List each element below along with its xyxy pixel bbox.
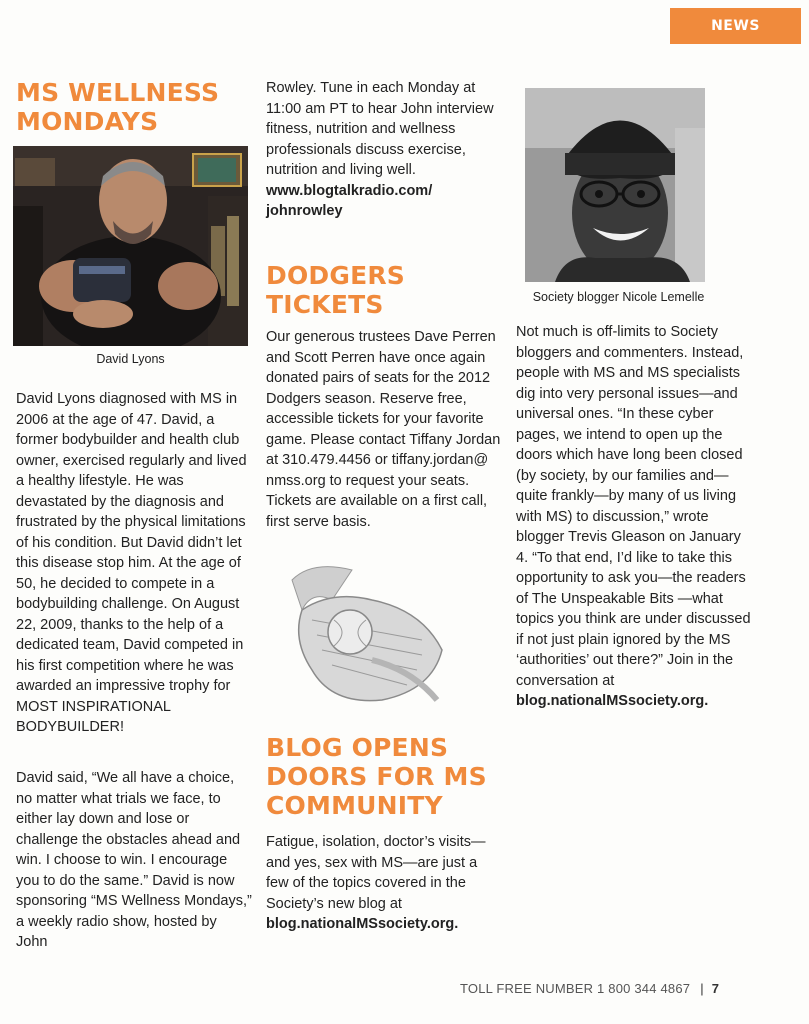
blog-body-text: Fatigue, isolation, doctor’s visits—and yes, sex with MS—are just a few of the topics covered in the Society’s new blog at bbox=[266, 834, 486, 912]
blogger-body-text: Not much is off-limits to Society bloggers and commenters. Instead, people with MS and MS specialists dig into very personal issues—and universal ones. “In these cyber pages, we intend to open up the doors which have long been closed (by society, by our families and—quite frankly—by many of us living with MS) to discussion,” wrote blogger Trevis Gleason on January 4. “To that end, I’d like to take this opportunity to ask you—the readers of The Unspeakable Bits —what topics you think are under discussed if not just plain ignored by the MS ‘authorities’ out there?” Join in the conversation at bbox=[516, 324, 751, 689]
blog-headline-line1: BLOG OPENS bbox=[266, 733, 449, 762]
blog-link[interactable]: blog.nationalMSsociety.org. bbox=[266, 916, 459, 932]
blog-headline-line3: COMMUNITY bbox=[266, 791, 443, 820]
baseball-glove-photo bbox=[272, 560, 472, 710]
wellness-paragraph-1: David Lyons diagnosed with MS in 2006 at the age of 47. David, a former bodybuilder and health club owner, exercised regularly and lived a healthy lifestyle. He was devastated by the diagnosis and frustrated by the physical limitations of his condition. But David didn’t let this disease stop him. At the age of 50, he decided to compete in a bodybuilding challenge. On August 22, 2009, thanks to the help of a dedicated team, David competed in his first competition where he was awarded an impressive trophy for MOST INSPIRATIONAL BODYBUILDER! bbox=[16, 391, 247, 735]
wellness-continued-text: Rowley. Tune in each Monday at 11:00 am PT to hear John interview fitness, nutrition and wellness professionals discuss exercise, nutrition and living well. bbox=[266, 80, 494, 178]
page-number: 7 bbox=[711, 981, 720, 996]
footer-separator: | bbox=[700, 981, 704, 996]
dodgers-headline bbox=[266, 261, 506, 319]
wellness-headline bbox=[16, 78, 252, 136]
david-lyons-caption: David Lyons bbox=[96, 352, 165, 366]
blogtalkradio-link[interactable]: www.blogtalkradio.com/ johnrowley bbox=[266, 182, 433, 219]
blog-headline bbox=[266, 733, 506, 820]
blogger-body bbox=[516, 322, 756, 712]
wellness-paragraph-2: David said, “We all have a choice, no matter what trials we face, to either lay down and lose or challenge the obstacles ahead and win. I choose to win. I encourage you to do the same.” David is now sponsoring “MS Wellness Mondays,” a weekly radio show, hosted by John bbox=[16, 770, 252, 950]
blogger-link[interactable]: blog.nationalMSsociety.org. bbox=[516, 693, 709, 709]
wellness-paragraph-2-continued bbox=[266, 78, 502, 222]
dodgers-headline-line1: DODGERS bbox=[266, 261, 406, 290]
nicole-lemelle-caption: Society blogger Nicole Lemelle bbox=[532, 290, 705, 304]
nicole-lemelle-photo bbox=[525, 88, 705, 282]
news-section-tab: NEWS bbox=[670, 8, 801, 44]
blog-headline-line2: DOORS FOR MS bbox=[266, 762, 487, 791]
david-lyons-photo bbox=[13, 146, 248, 346]
wellness-headline-line1: MS WELLNESS bbox=[16, 78, 220, 107]
blog-body bbox=[266, 832, 502, 935]
dodgers-headline-line2: TICKETS bbox=[266, 290, 384, 319]
toll-free-number: TOLL FREE NUMBER 1 800 344 4867 bbox=[460, 981, 691, 996]
wellness-headline-line2: MONDAYS bbox=[16, 107, 159, 136]
page-footer bbox=[460, 981, 719, 996]
dodgers-body: Our generous trustees Dave Perren and Scott Perren have once again donated pairs of seats for the 2012 Dodgers season. Reserve free, accessible tickets for your favorite game. Please contact Tiffany Jordan at 310.479.4456 or tiffany.jordan@ nmss.org to request your seats. Tickets are available on a first call, first serve basis. bbox=[266, 329, 501, 530]
